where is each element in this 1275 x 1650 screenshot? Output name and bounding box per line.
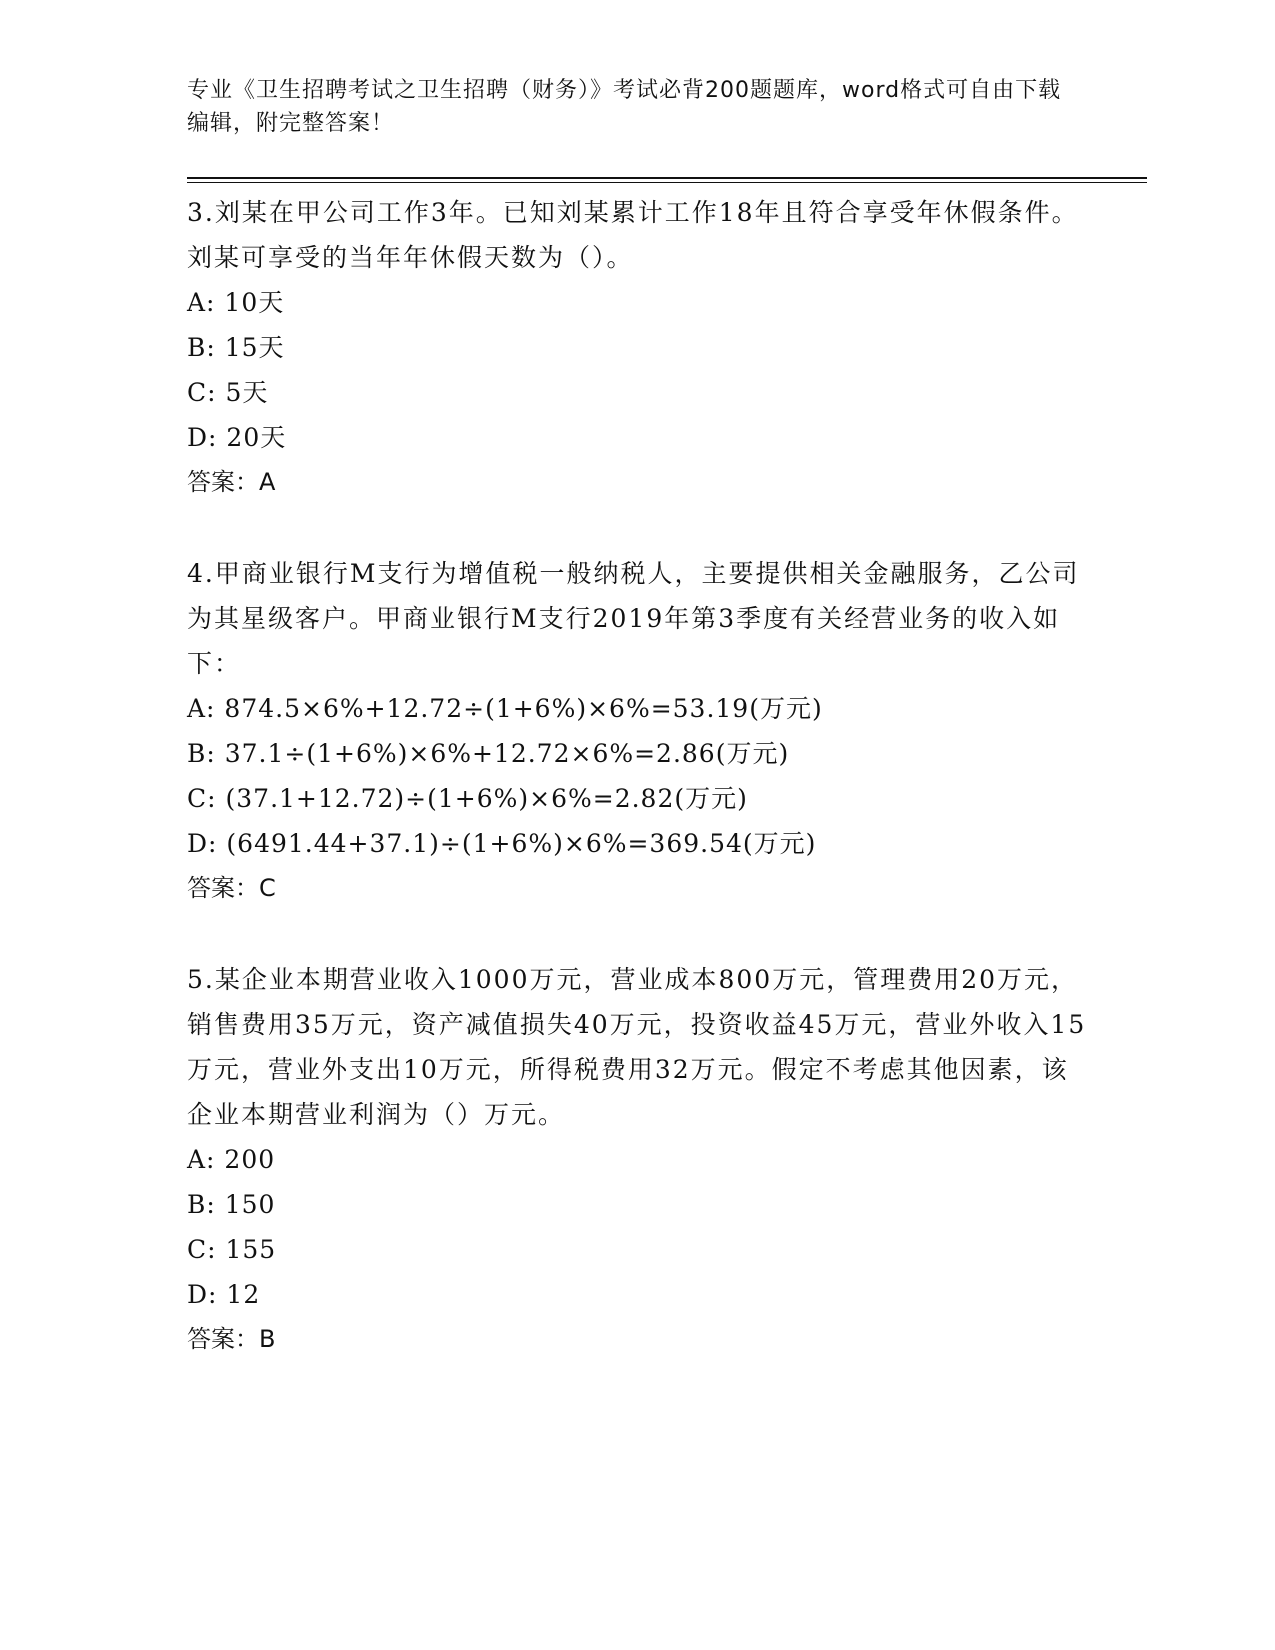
question-5 bbox=[187, 957, 1087, 1362]
option-b: B: 37.1÷(1+6%)×6%+12.72×6%=2.86(万元) bbox=[187, 739, 790, 768]
question-stem: 5.某企业本期营业收入1000万元，营业成本800万元，管理费用20万元，销售费用35万元，资产减值损失40万元，投资收益45万元，营业外收入15万元，营业外支出10万元，所得税费用32万元。假定不考虑其他因素，该企业本期营业利润为（）万元。 bbox=[187, 965, 1087, 1129]
option-d: D: 12 bbox=[187, 1280, 261, 1309]
question-4 bbox=[187, 551, 1087, 911]
option-d: D: (6491.44+37.1)÷(1+6%)×6%=369.54(万元) bbox=[187, 829, 817, 858]
option-c: C: 155 bbox=[187, 1235, 277, 1264]
option-c: C: (37.1+12.72)÷(1+6%)×6%=2.82(万元) bbox=[187, 784, 748, 813]
option-a: A: 874.5×6%+12.72÷(1+6%)×6%=53.19(万元) bbox=[187, 694, 823, 723]
answer-line: 答案：B bbox=[187, 1325, 276, 1353]
option-a: A: 10天 bbox=[187, 288, 285, 317]
question-3 bbox=[187, 190, 1087, 505]
option-a: A: 200 bbox=[187, 1145, 276, 1174]
option-b: B: 15天 bbox=[187, 333, 285, 362]
question-stem: 4.甲商业银行M支行为增值税一般纳税人，主要提供相关金融服务，乙公司为其星级客户。甲商业银行M支行2019年第3季度有关经营业务的收入如下： bbox=[187, 559, 1080, 678]
header-divider-thin bbox=[187, 182, 1147, 183]
option-c: C: 5天 bbox=[187, 378, 269, 407]
header-divider-thick bbox=[187, 177, 1147, 179]
option-b: B: 150 bbox=[187, 1190, 276, 1219]
option-d: D: 20天 bbox=[187, 423, 287, 452]
question-list bbox=[187, 190, 1087, 1408]
answer-line: 答案：C bbox=[187, 874, 276, 902]
question-stem: 3.刘某在甲公司工作3年。已知刘某累计工作18年且符合享受年休假条件。刘某可享受的当年年休假天数为（）。 bbox=[187, 198, 1079, 272]
document-header: 专业《卫生招聘考试之卫生招聘（财务）》考试必背200题题库，word格式可自由下载编辑，附完整答案！ bbox=[187, 78, 1062, 136]
answer-line: 答案：A bbox=[187, 468, 276, 496]
